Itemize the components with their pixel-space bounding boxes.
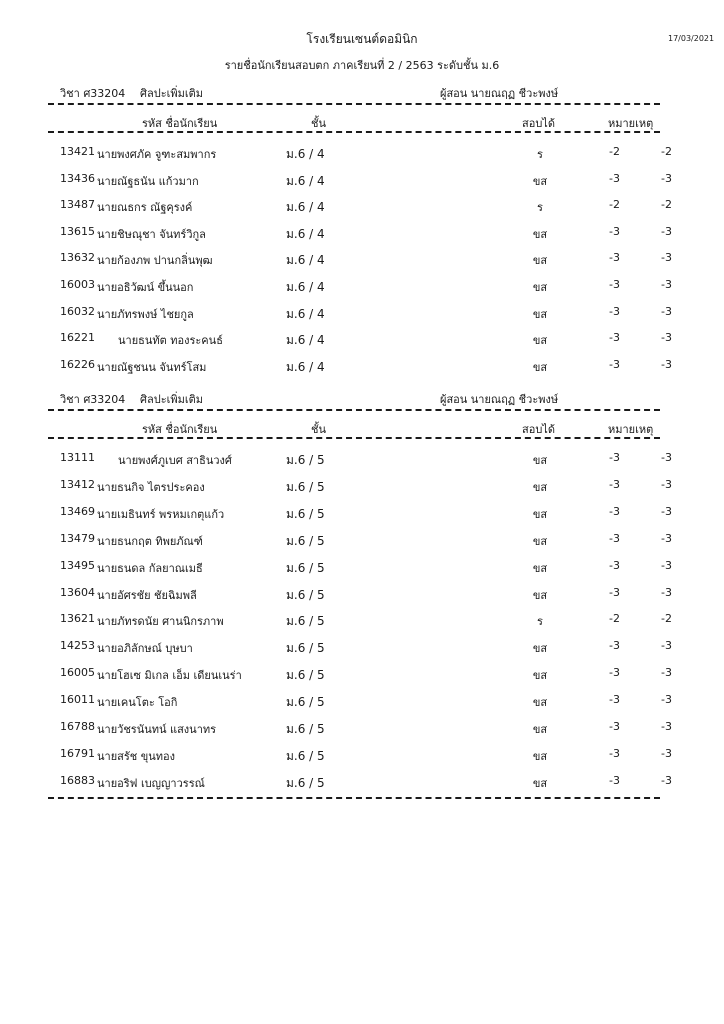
student-class: ม.6 / 4	[286, 173, 325, 188]
remark-value: -3	[661, 224, 672, 238]
table-row	[0, 305, 724, 332]
student-name: นายณัฐธนัน แก้วมาก	[97, 174, 199, 188]
exam-result: ขส	[532, 561, 548, 575]
table-row	[0, 532, 724, 559]
divider	[48, 797, 660, 799]
student-code: 13469	[60, 504, 95, 518]
student-name: นายอัศรชัย ชัยฉิมพลี	[97, 588, 197, 602]
student-class: ม.6 / 4	[286, 306, 325, 321]
score-value: -3	[609, 531, 620, 545]
divider	[48, 131, 660, 133]
remark-value: -3	[661, 531, 672, 545]
student-name: นายธนกิจ ไตรประคอง	[97, 480, 205, 494]
student-code: 16005	[60, 666, 95, 680]
table-row	[0, 505, 724, 532]
table-row	[0, 331, 724, 358]
exam-result: ร	[537, 615, 543, 629]
student-class: ม.6 / 5	[286, 695, 325, 710]
student-code: 13487	[60, 198, 95, 212]
student-name: นายพงศภัค จูฑะสมพากร	[97, 148, 217, 161]
column-header-remark: หมายเหตุ	[608, 423, 654, 436]
score-value: -3	[609, 171, 620, 185]
table-row	[0, 559, 724, 586]
exam-result: ขส	[532, 254, 548, 268]
student-class: ม.6 / 4	[286, 359, 325, 374]
exam-result: ขส	[532, 227, 548, 241]
column-header-id-name: รหัส ชื่อนักเรียน	[142, 423, 218, 436]
exam-result: ขส	[532, 696, 548, 710]
student-class: ม.6 / 5	[286, 668, 325, 683]
student-code: 16032	[60, 304, 95, 318]
student-code: 16011	[60, 693, 95, 707]
student-class: ม.6 / 5	[286, 587, 325, 602]
student-code: 13621	[60, 612, 95, 626]
remark-value: -3	[661, 585, 672, 599]
table-row	[0, 747, 724, 774]
student-class: ม.6 / 5	[286, 453, 325, 467]
student-name: นายเมธินทร์ พรหมเกตุแก้ว	[97, 507, 225, 521]
table-row	[0, 451, 724, 478]
student-class: ม.6 / 5	[286, 748, 325, 763]
student-name: นายธนทัต ทองระคนธ์	[118, 334, 223, 348]
remark-value: -3	[661, 693, 672, 707]
remark-value: -3	[661, 451, 672, 464]
remark-value: -2	[661, 612, 672, 626]
score-value: -3	[609, 558, 620, 572]
student-name: นายอธิวัฒน์ ขึ้นนอก	[97, 281, 194, 294]
student-class: ม.6 / 5	[286, 722, 325, 736]
student-class: ม.6 / 5	[286, 614, 325, 629]
exam-result: ขส	[532, 723, 548, 736]
student-class: ม.6 / 4	[286, 147, 325, 161]
divider	[48, 437, 660, 439]
remark-value: -3	[661, 278, 672, 291]
exam-result: ขส	[532, 360, 548, 374]
student-code: 16221	[60, 331, 95, 345]
score-value: -3	[609, 278, 620, 291]
subject-name: ศิลปะเพิ่มเติม	[140, 87, 204, 100]
student-code: 16791	[60, 746, 95, 760]
exam-result: ขส	[532, 454, 548, 467]
student-class: ม.6 / 4	[286, 280, 325, 294]
student-code: 13632	[60, 251, 95, 265]
table-row	[0, 358, 724, 385]
exam-result: ขส	[532, 480, 548, 494]
score-value: -3	[609, 451, 620, 464]
score-value: -3	[609, 304, 620, 318]
student-name: นายธนกฤต ทิพยภัณฑ์	[97, 534, 203, 548]
score-value: -3	[609, 251, 620, 265]
score-value: -3	[609, 477, 620, 491]
divider	[48, 409, 660, 411]
column-header-result: สอบได้	[522, 117, 555, 130]
student-code: 13495	[60, 558, 95, 572]
exam-result: ขส	[532, 642, 548, 656]
table-row	[0, 225, 724, 252]
remark-value: -3	[661, 304, 672, 318]
remark-value: -3	[661, 171, 672, 185]
student-code: 13479	[60, 531, 95, 545]
student-name: นายเคนโตะ โอกิ	[97, 696, 178, 710]
exam-result: ขส	[532, 174, 548, 188]
student-name: นายภัทรดนัย ศานนิกรภาพ	[97, 615, 224, 629]
score-value: -3	[609, 720, 620, 733]
teacher-name: ผู้สอน นายณฤฏ ชีวะพงษ์	[440, 393, 559, 406]
student-name: นายโฮเซ มิเกล เอ็ม เดียนเนร่า	[97, 669, 242, 683]
subject-code: วิชา ศ33204	[60, 87, 126, 100]
exam-result: ขส	[532, 534, 548, 548]
score-value: -2	[609, 145, 620, 158]
student-class: ม.6 / 5	[286, 506, 325, 521]
table-row	[0, 278, 724, 305]
student-name: นายภัทรพงษ์ ไชยกูล	[97, 307, 194, 321]
table-row	[0, 478, 724, 505]
student-name: นายวัชรนันทน์ แสงนาทร	[97, 723, 217, 736]
student-class: ม.6 / 5	[286, 560, 325, 575]
print-date: 17/03/2021	[668, 34, 715, 43]
table-row	[0, 720, 724, 747]
score-value: -3	[609, 666, 620, 680]
remark-value: -3	[661, 666, 672, 680]
student-name: นายชิษณุชา จันทร์วิกูล	[97, 227, 206, 241]
score-value: -3	[609, 639, 620, 653]
score-value: -3	[609, 357, 620, 371]
exam-result: ขส	[532, 776, 548, 790]
column-header-class: ชั้น	[311, 117, 326, 130]
column-header-result: สอบได้	[522, 423, 555, 436]
student-name: นายก้องภพ ปานกลิ่นพุฒ	[97, 254, 213, 268]
student-code: 16883	[60, 773, 95, 787]
student-code: 13436	[60, 171, 95, 185]
remark-value: -3	[661, 477, 672, 491]
school-name: โรงเรียนเซนต์ดอมินิก	[306, 32, 418, 46]
divider	[48, 103, 660, 105]
exam-result: ขส	[532, 507, 548, 521]
table-row	[0, 612, 724, 639]
student-class: ม.6 / 4	[286, 333, 325, 348]
remark-value: -3	[661, 558, 672, 572]
exam-result: ร	[537, 201, 543, 215]
remark-value: -2	[661, 198, 672, 212]
report-title: รายชื่อนักเรียนสอบตก ภาคเรียนที่ 2 / 2563 ระดับชั้น ม.6	[224, 59, 500, 72]
score-value: -3	[609, 504, 620, 518]
column-header-class: ชั้น	[311, 423, 326, 436]
student-code: 13421	[60, 145, 95, 158]
student-name: นายธนดล กัลยาณเมธี	[97, 561, 203, 575]
score-value: -3	[609, 773, 620, 787]
student-class: ม.6 / 5	[286, 775, 325, 790]
student-code: 16226	[60, 357, 95, 371]
student-name: นายอริฟ เบญญาวรรณ์	[97, 776, 205, 790]
table-row	[0, 639, 724, 666]
student-name: นายณัฐชนน จันทร์โสม	[97, 360, 207, 374]
remark-value: -3	[661, 639, 672, 653]
student-name: นายณธกร ณัฐคุรงค์	[97, 201, 193, 215]
student-class: ม.6 / 5	[286, 479, 325, 494]
exam-result: ขส	[532, 334, 548, 348]
remark-value: -3	[661, 773, 672, 787]
student-code: 16003	[60, 278, 95, 291]
remark-value: -3	[661, 720, 672, 733]
table-row	[0, 145, 724, 172]
student-code: 13111	[60, 451, 95, 464]
subject-code: วิชา ศ33204	[60, 393, 126, 406]
exam-result: ขส	[532, 307, 548, 321]
student-class: ม.6 / 5	[286, 641, 325, 656]
student-class: ม.6 / 4	[286, 200, 325, 215]
student-name: นายสรัช ขุนทอง	[97, 749, 175, 763]
score-value: -3	[609, 746, 620, 760]
table-row	[0, 586, 724, 613]
student-name: นายพงศ์ภูเบศ สาธินวงศ์	[118, 454, 232, 467]
score-value: -2	[609, 612, 620, 626]
score-value: -3	[609, 693, 620, 707]
exam-result: ขส	[532, 669, 548, 683]
student-class: ม.6 / 4	[286, 226, 325, 241]
table-row	[0, 198, 724, 225]
student-code: 16788	[60, 720, 95, 733]
student-code: 14253	[60, 639, 95, 653]
table-row	[0, 251, 724, 278]
student-class: ม.6 / 5	[286, 533, 325, 548]
remark-value: -2	[661, 145, 672, 158]
student-name: นายอภิลักษณ์ บุษบา	[97, 642, 193, 656]
student-class: ม.6 / 4	[286, 253, 325, 268]
remark-value: -3	[661, 746, 672, 760]
student-code: 13615	[60, 224, 95, 238]
table-row	[0, 666, 724, 693]
remark-value: -3	[661, 357, 672, 371]
column-header-remark: หมายเหตุ	[608, 117, 654, 130]
table-row	[0, 172, 724, 199]
score-value: -2	[609, 198, 620, 212]
table-row	[0, 693, 724, 720]
subject-name: ศิลปะเพิ่มเติม	[140, 393, 204, 406]
remark-value: -3	[661, 504, 672, 518]
exam-result: ร	[537, 148, 543, 161]
score-value: -3	[609, 331, 620, 345]
student-code: 13412	[60, 477, 95, 491]
remark-value: -3	[661, 251, 672, 265]
score-value: -3	[609, 224, 620, 238]
student-code: 13604	[60, 585, 95, 599]
score-value: -3	[609, 585, 620, 599]
exam-result: ขส	[532, 749, 548, 763]
remark-value: -3	[661, 331, 672, 345]
column-header-id-name: รหัส ชื่อนักเรียน	[142, 117, 218, 130]
teacher-name: ผู้สอน นายณฤฏ ชีวะพงษ์	[440, 87, 559, 100]
exam-result: ขส	[532, 281, 548, 294]
exam-result: ขส	[532, 588, 548, 602]
